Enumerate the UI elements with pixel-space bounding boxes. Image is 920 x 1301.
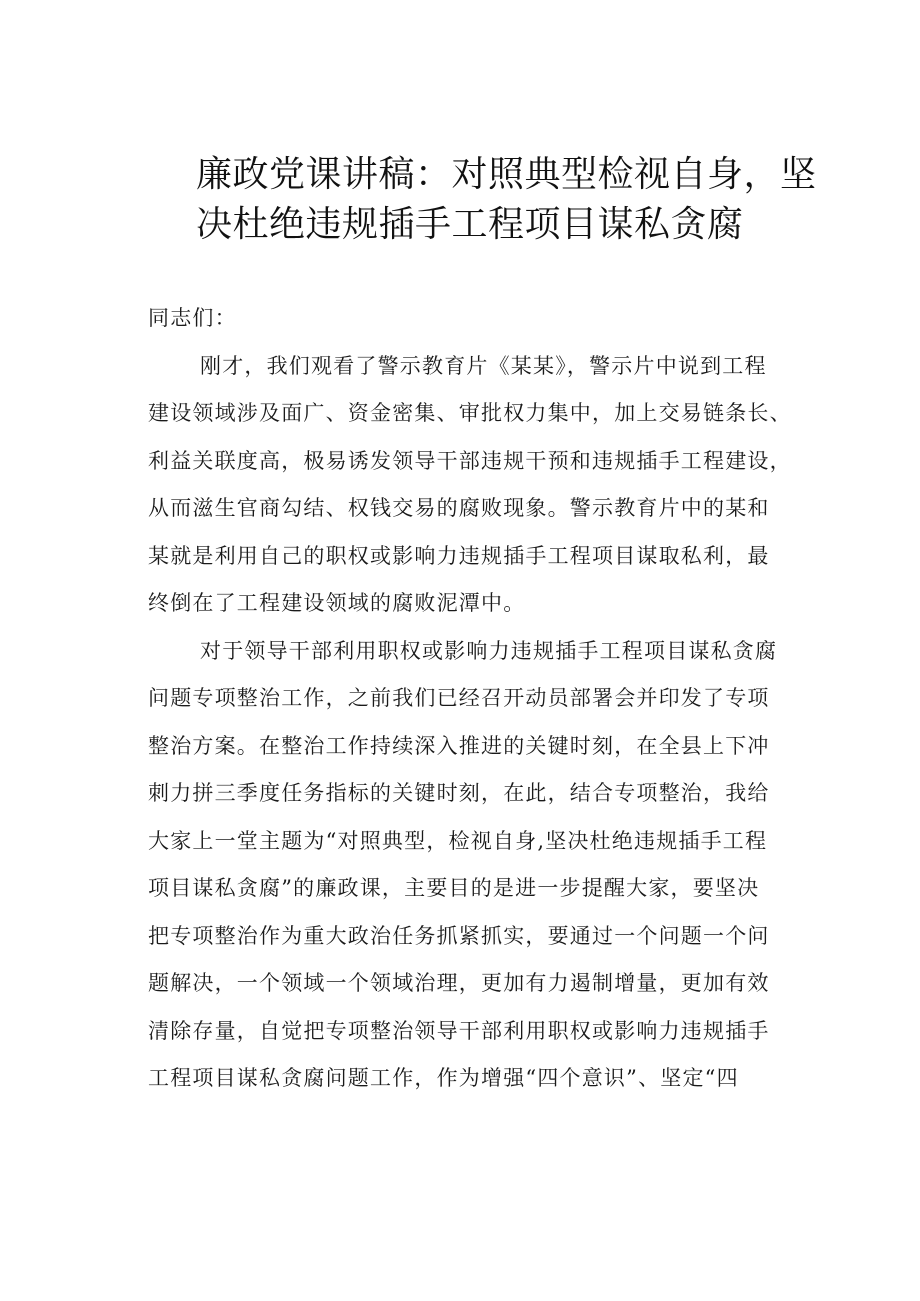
paragraph-line: 工程项目谋私贪腐问题工作，作为增强“四个意识”、坚定“四	[148, 1066, 739, 1090]
paragraph-line: 某就是利用自己的职权或影响力违规插手工程项目谋取私利，最	[148, 543, 770, 568]
salutation	[148, 295, 808, 343]
paragraph-line: 建设领域涉及面广、资金密集、审批权力集中，加上交易链条长、	[148, 401, 792, 425]
paragraph-line: 对于领导干部利用职权或影响力违规插手工程项目谋私贪腐	[200, 638, 778, 663]
paragraph-line: 把专项整治作为重大政治任务抓紧抓实，要通过一个问题一个问	[148, 923, 770, 948]
paragraph-line: 终倒在了工程建设领域的腐败泥潭中。	[148, 591, 526, 615]
document-body	[148, 295, 808, 1103]
paragraph-line: 问题专项整治工作，之前我们已经召开动员部署会并印发了专项	[148, 686, 770, 710]
paragraph-line: 项目谋私贪腐”的廉政课，主要目的是进一步提醒大家，要坚决	[148, 876, 760, 900]
paragraph-line: 清除存量，自觉把专项整治领导干部利用职权或影响力违规插手	[148, 1018, 770, 1043]
paragraph-line: 整治方案。在整治工作持续深入推进的关键时刻，在全县上下冲	[148, 733, 770, 758]
paragraph-line: 刚才，我们观看了警示教育片《某某》，警示片中说到工程	[200, 353, 767, 378]
paragraph-line: 从而滋生官商勾结、权钱交易的腐败现象。警示教育片中的某和	[148, 496, 770, 520]
paragraph-line: 刺力拼三季度任务指标的关键时刻，在此，结合专项整治，我给	[148, 781, 770, 805]
paragraph-1	[148, 343, 808, 628]
document-title	[150, 150, 817, 250]
title-line-2: 决杜绝违规插手工程项目谋私贪腐	[196, 204, 744, 245]
salutation-text: 同志们：	[148, 306, 237, 330]
paragraph-line: 题解决，一个领域一个领域治理，更加有力遏制增量，更加有效	[148, 971, 770, 995]
title-line-1: 廉政党课讲稿：对照典型检视自身，坚	[196, 154, 817, 195]
paragraph-2	[148, 628, 808, 1103]
paragraph-line: 利益关联度高，极易诱发领导干部违规干预和违规插手工程建设，	[148, 448, 792, 473]
paragraph-line: 大家上一堂主题为“对照典型，检视自身,坚决杜绝违规插手工程	[148, 828, 768, 853]
